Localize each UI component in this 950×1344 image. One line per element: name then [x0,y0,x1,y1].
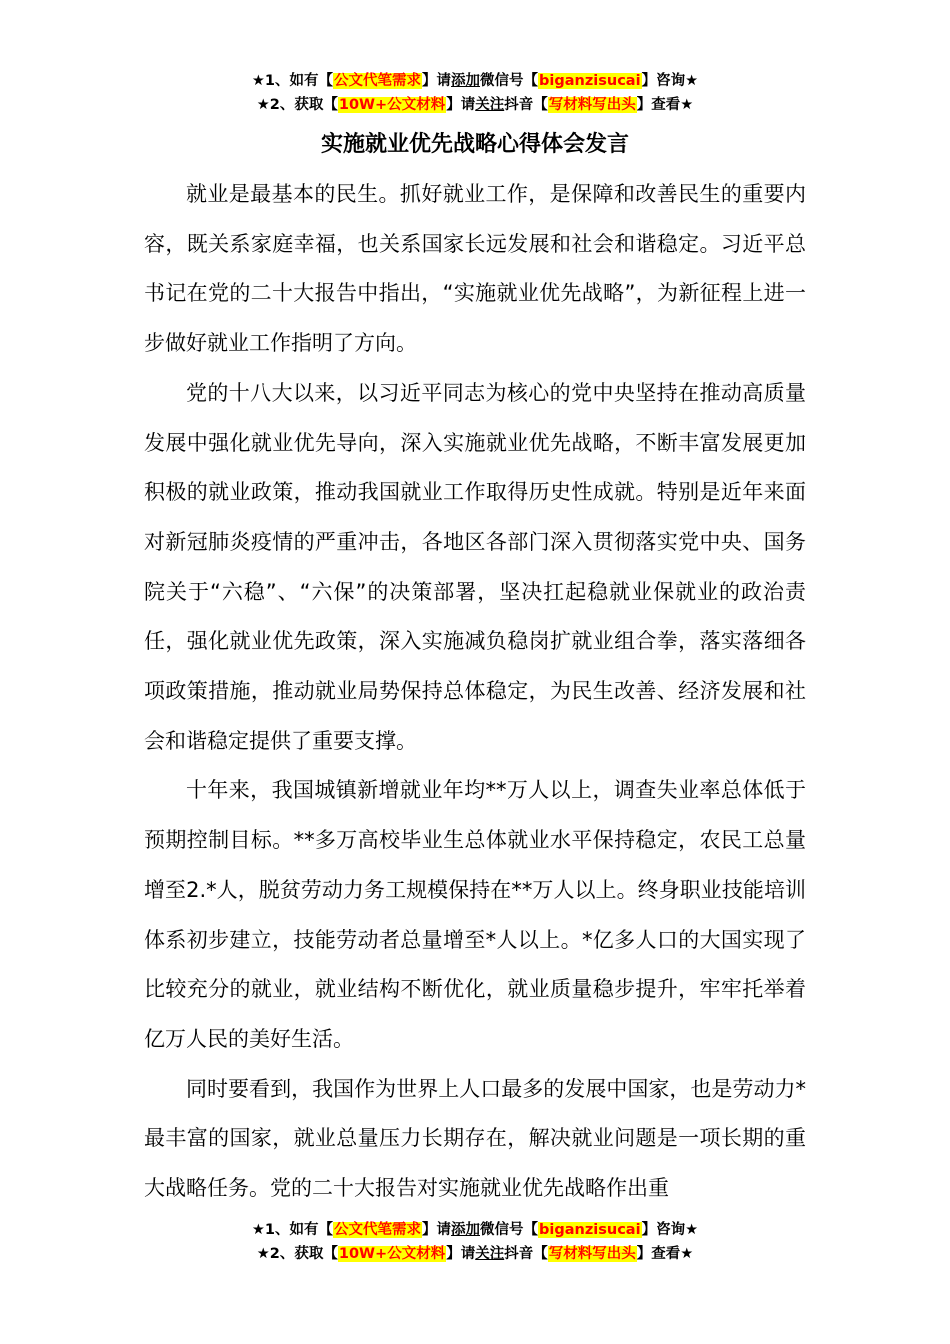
body-paragraph: 党的十八大以来，以习近平同志为核心的党中央坚持在推动高质量发展中强化就业优先导向，深入实施就业优先战略，不断丰富发展更加积极的就业政策，推动我国就业工作取得历史性成就。特别是近年来面对新冠肺炎疫情的严重冲击，各地区各部门深入贯彻落实党中央、国务院关于“六稳”、“六保”的决策部署，坚决扛起稳就业保就业的政治责任，强化就业优先政策，深入实施减负稳岗扩就业组合拳，落实落细各项政策措施，推动就业局势保持总体稳定，为民生改善、经济发展和社会和谐稳定提供了重要支撑。 [144,380,806,753]
body-paragraph: 十年来，我国城镇新增就业年均**万人以上，调查失业率总体低于预期控制目标。**多万高校毕业生总体就业水平保持稳定，农民工总量增至2.*人，脱贫劳动力务工规模保持在**万人以上。终身职业技能培训体系初步建立，技能劳动者总量增至*人以上。*亿多人口的大国实现了比较充分的就业，就业结构不断优化，就业质量稳步提升，牢牢托举着亿万人民的美好生活。 [144,778,806,1051]
banner-text: 抖音【 [504,97,548,113]
banner-line-2 [0,93,950,117]
banner-text: ★2、获取【 [256,97,338,113]
banner-text: 】咨询★ [641,1222,699,1238]
banner-highlight: biganzisucai [539,1222,641,1238]
banner-underline-text: 关注 [475,97,505,113]
banner-highlight: 写材料写出头 [548,97,636,113]
footer-banner [0,1218,950,1266]
banner-text: 】咨询★ [641,73,699,89]
banner-underline-text: 关注 [475,1246,505,1262]
banner-text: 微信号【 [480,73,539,89]
banner-text: 微信号【 [480,1222,539,1238]
banner-line-1 [0,69,950,93]
banner-highlight: biganzisucai [539,73,641,89]
banner-text: 】请 [422,73,452,89]
document-body [144,170,806,1210]
banner-highlight: 写材料写出头 [548,1246,636,1262]
banner-highlight: 10W+公文材料 [338,1246,446,1262]
body-paragraph: 同时要看到，我国作为世界上人口最多的发展中国家，也是劳动力*最丰富的国家，就业总量压力长期存在，解决就业问题是一项长期的重大战略任务。党的二十大报告对实施就业优先战略作出重 [144,1076,806,1201]
banner-text: 】请 [422,1222,452,1238]
banner-highlight: 公文代笔需求 [334,73,422,89]
banner-highlight: 10W+公文材料 [338,97,446,113]
banner-line-1 [0,1218,950,1242]
banner-text: 】请 [446,1246,476,1262]
header-banner [0,69,950,117]
banner-text: ★2、获取【 [256,1246,338,1262]
banner-text: 】请 [446,97,476,113]
banner-line-2 [0,1242,950,1266]
banner-highlight: 公文代笔需求 [334,1222,422,1238]
banner-text: 抖音【 [504,1246,548,1262]
banner-text: ★1、如有【 [251,73,334,89]
banner-text: 】查看★ [636,97,694,113]
banner-text: ★1、如有【 [251,1222,334,1238]
body-paragraph: 就业是最基本的民生。抓好就业工作，是保障和改善民生的重要内容，既关系家庭幸福，也关系国家长远发展和社会和谐稳定。习近平总书记在党的二十大报告中指出，“实施就业优先战略”，为新征程上进一步做好就业工作指明了方向。 [144,182,806,356]
document-title: 实施就业优先战略心得体会发言 [320,132,629,157]
banner-underline-text: 添加 [451,1222,481,1238]
banner-text: 】查看★ [636,1246,694,1262]
banner-underline-text: 添加 [451,73,481,89]
